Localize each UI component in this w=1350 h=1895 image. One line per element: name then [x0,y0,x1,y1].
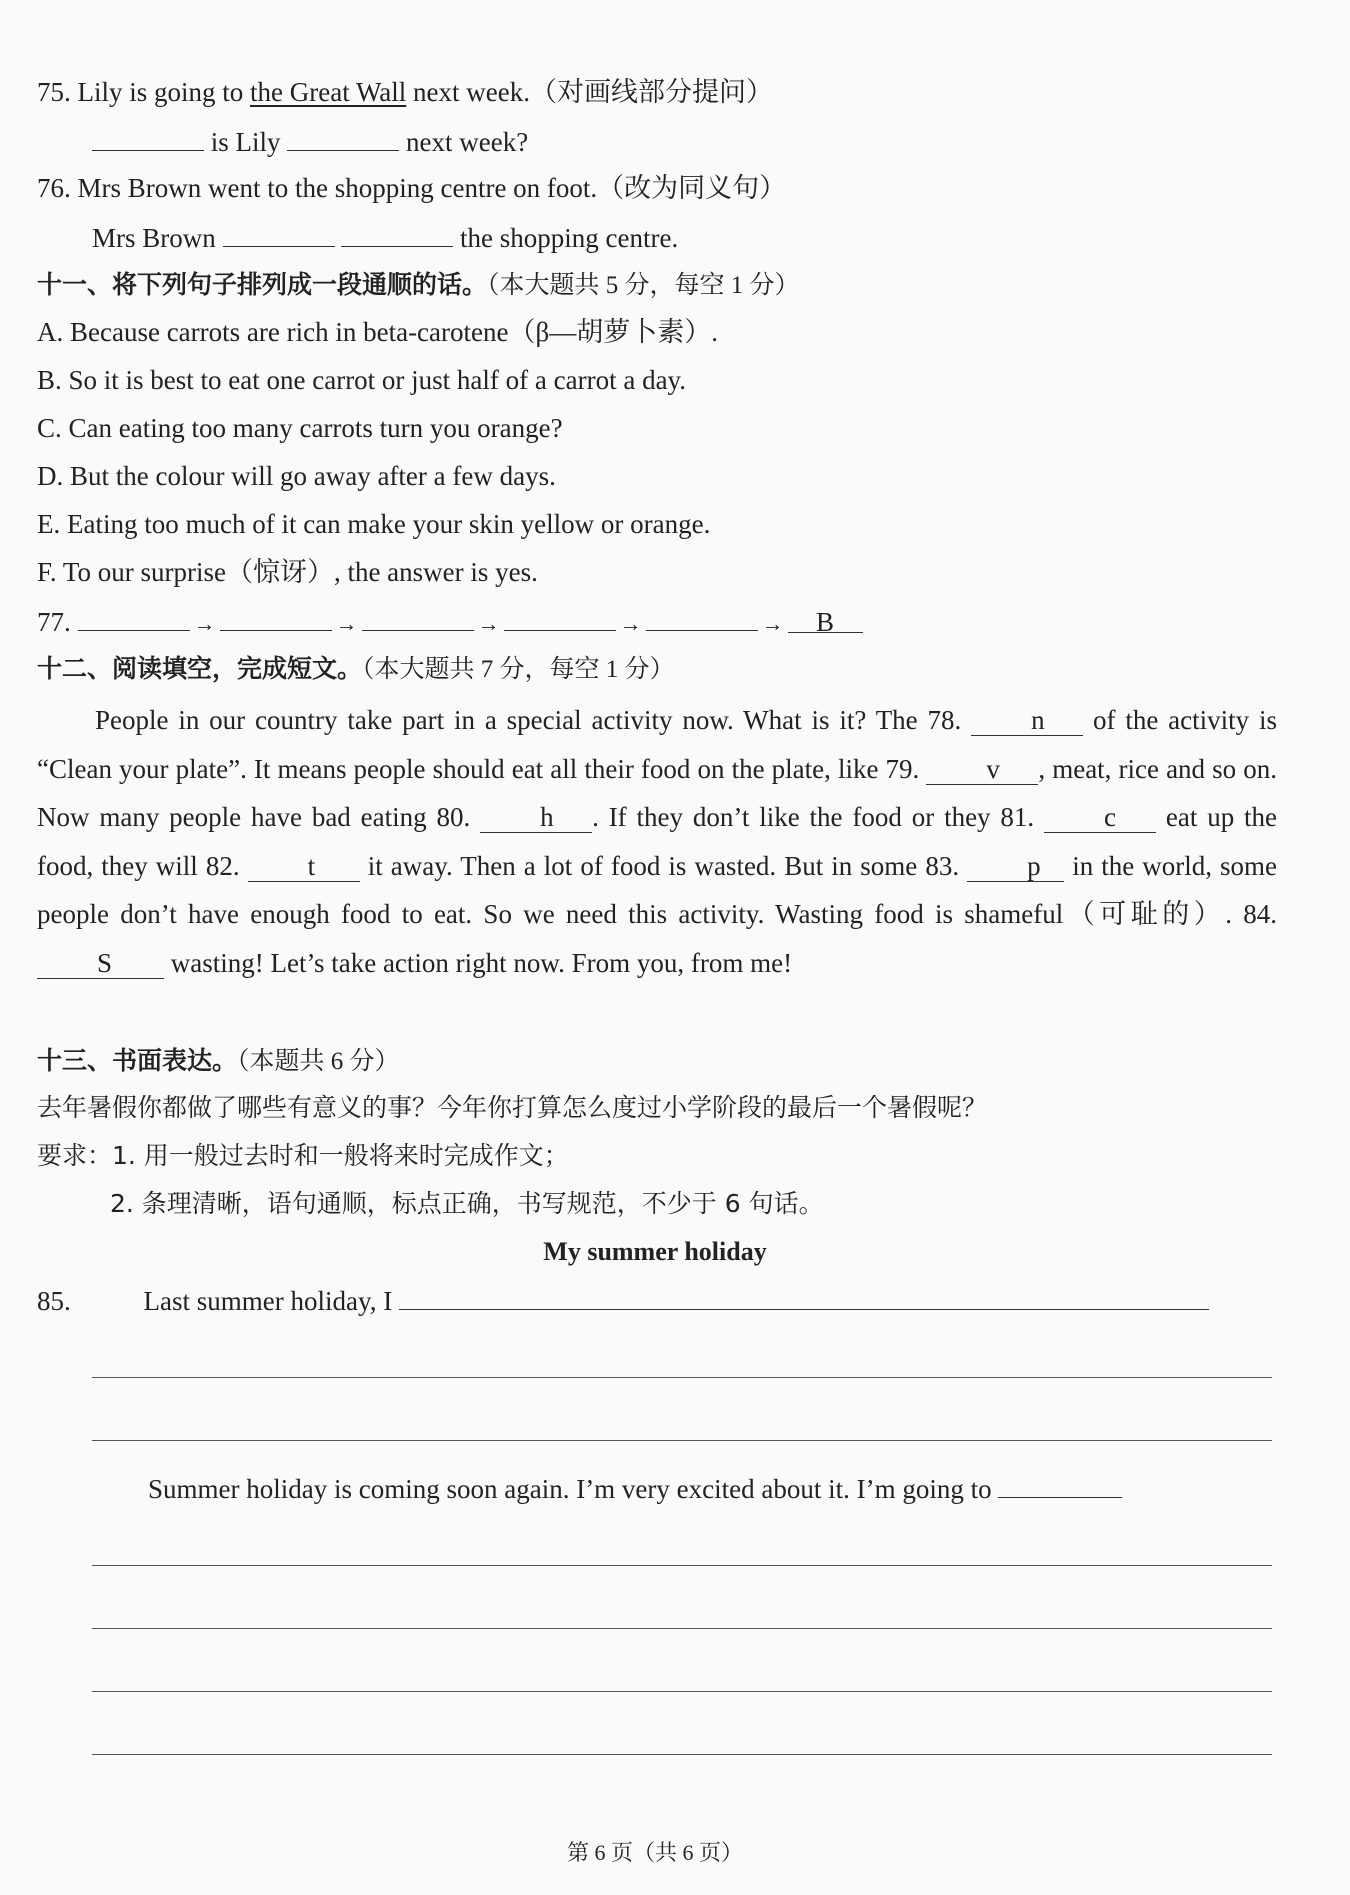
blank-78[interactable]: n [971,705,1083,736]
page-footer: 第 6 页（共 6 页） [566,1840,743,1865]
sentence-d: D. But the colour will go away after a few days. [37,461,556,491]
passage-text: . If they don’t like the food or they 81. [592,802,1035,832]
sentence-e: E. Eating too much of it can make your skin yellow or orange. [37,509,711,539]
instruction: （改为同义句） [597,173,787,203]
question-number: 75. [37,77,71,107]
sentence-f: F. To our surprise（惊讶）, the answer is yes. [37,557,538,587]
order-answer-b: B [788,602,863,633]
question-number: 85. [37,1286,71,1316]
order-blank[interactable] [220,600,332,631]
question-85 [37,1279,1209,1321]
passage-text: of the activity is “Clean your plate”. It means people should eat all their food on the plate, like 79. [37,705,1278,784]
section-heading: 十三、书面表达。 [37,1046,238,1075]
answer-text: is Lily [210,127,281,157]
answer-blank[interactable] [223,216,335,247]
composition-paragraph-2 [148,1467,1122,1509]
answer-blank[interactable] [341,216,453,247]
blank-82[interactable]: t [248,851,360,882]
order-blank[interactable] [646,600,758,631]
question-76 [37,168,786,208]
order-blank[interactable] [78,600,190,631]
arrow-right-icon: → [335,611,358,636]
writing-line[interactable] [92,1440,1272,1441]
answer-blank[interactable] [287,120,399,151]
arrow-right-icon: → [477,611,500,636]
section-score: （本大题共 5 分，每空 1 分） [487,272,800,299]
writing-prompt: 去年暑假你都做了哪些有意义的事？今年你打算怎么度过小学阶段的最后一个暑假呢？ [37,1093,988,1122]
passage-text: eat up the food, they will 82. [37,802,1278,881]
requirement-1: 要求：1. 用一般过去时和一般将来时完成作文； [37,1141,569,1170]
requirement-2: 2. 条理清晰，语句通顺，标点正确，书写规范，不少于 6 句话。 [110,1189,824,1218]
writing-line[interactable] [92,1754,1272,1755]
passage-text: it away. Then a lot of food is wasted. But in some 83. [367,850,960,881]
section-12-heading [37,648,675,690]
answer-text: Mrs Brown [92,223,216,253]
section-heading: 十二、阅读填空，完成短文。 [37,654,363,683]
writing-line[interactable] [399,1279,1209,1310]
sentence-b: B. So it is best to eat one carrot or just half of a carrot a day. [37,365,687,395]
writing-line[interactable] [92,1565,1272,1566]
order-blank[interactable] [362,600,474,631]
cloze-passage [37,696,1277,987]
section-heading: 十一、将下列句子排列成一段通顺的话。 [37,270,488,299]
passage-text: People in our country take part in a special activity now. What is it? The 78. [95,705,962,735]
section-score: （本题共 6 分） [237,1048,400,1075]
passage-text: wasting! Let’s take action right now. From you, from me! [170,947,793,978]
arrow-right-icon: → [193,611,216,636]
question-text: Lily is going to [77,77,244,107]
question-77 [37,600,863,644]
answer-75 [92,120,528,162]
question-75 [37,72,773,112]
instruction: （对画线部分提问） [529,77,773,107]
question-number: 76. [37,173,71,203]
passage-text: , meat, rice and so on. Now many people have bad eating 80. [37,753,1277,832]
composition-starter: Last summer holiday, I [143,1286,393,1316]
question-text: next week. [413,77,530,107]
section-score: （本大题共 7 分，每空 1 分） [362,656,675,683]
composition-starter: Summer holiday is coming soon again. I’m very excited about it. I’m going to [148,1474,992,1504]
question-text: Mrs Brown went to the shopping centre on foot. [77,173,598,203]
writing-line[interactable] [92,1377,1272,1378]
writing-line[interactable] [92,1628,1272,1629]
passage-text: in the world, some people don’t have enough food to eat. So we need this activity. Wasting food is shameful（可耻的）. 84. [37,850,1278,929]
blank-81[interactable]: c [1044,802,1156,833]
underlined-phrase: the Great Wall [250,77,407,107]
section-13-heading [37,1040,400,1082]
section-11-heading [37,264,800,306]
arrow-right-icon: → [619,611,642,636]
answer-76 [92,216,678,258]
writing-line[interactable] [92,1691,1272,1692]
composition-title: My summer holiday [543,1237,767,1266]
blank-84[interactable]: S [37,948,164,979]
question-number: 77. [37,607,71,637]
answer-text: the shopping centre. [460,223,679,253]
blank-83[interactable]: p [967,851,1064,882]
sentence-a: A. Because carrots are rich in beta-carotene（β—胡萝卜素）. [37,317,718,347]
writing-line[interactable] [998,1467,1122,1498]
sentence-c: C. Can eating too many carrots turn you orange? [37,413,563,443]
blank-79[interactable]: v [926,754,1038,785]
blank-80[interactable]: h [480,802,592,833]
arrow-right-icon: → [761,611,784,636]
answer-blank[interactable] [92,120,204,151]
order-blank[interactable] [504,600,616,631]
answer-text: next week? [406,127,529,157]
